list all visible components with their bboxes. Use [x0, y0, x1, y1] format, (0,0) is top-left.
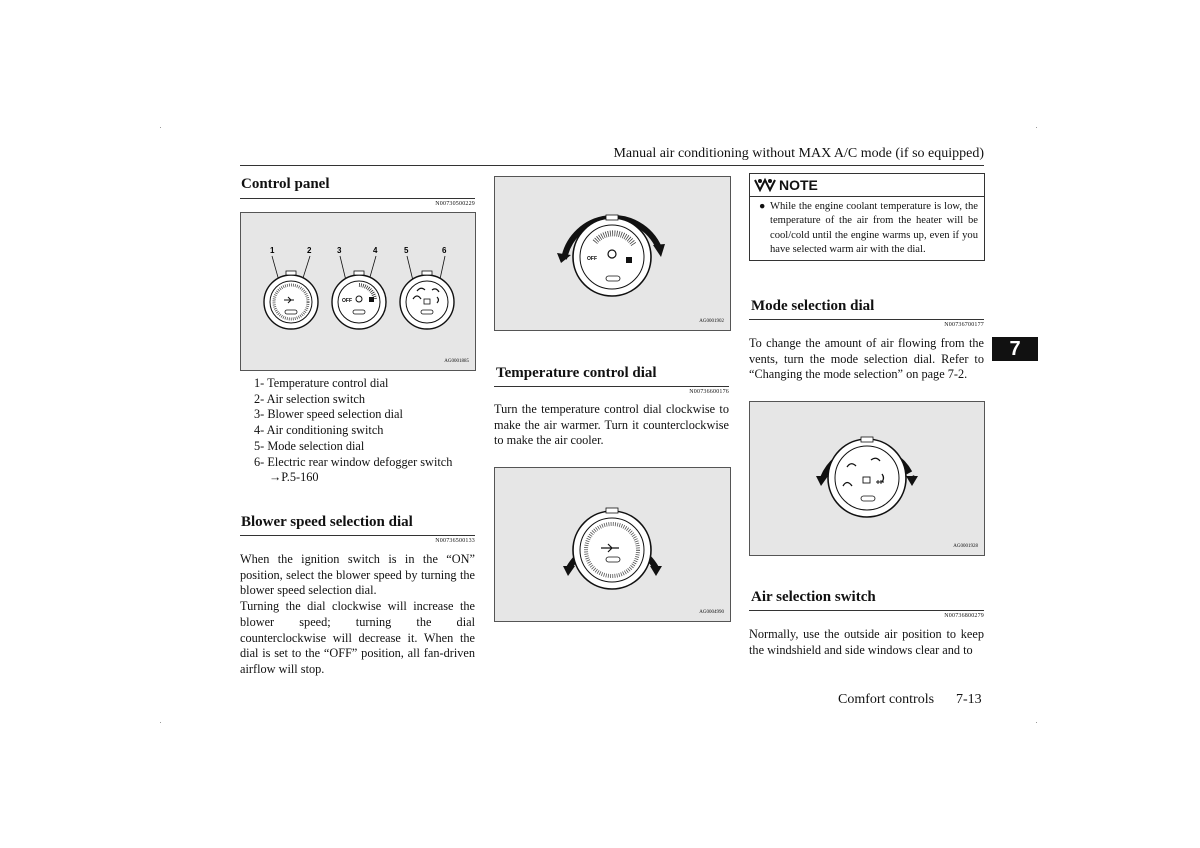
temperature-paragraph: Turn the temperature control dial clockwise to make the air warmer. Turn it counterclockwise to make the air cooler.	[494, 402, 729, 448]
note-header	[750, 174, 984, 197]
control-panel-figure	[240, 212, 476, 371]
section-rule	[494, 386, 729, 387]
arrow-left-icon	[557, 253, 571, 263]
section-rule	[240, 535, 475, 536]
callout-4: 4	[373, 246, 378, 255]
callout-1: 1	[270, 246, 275, 255]
control-panel-title: Control panel	[241, 176, 330, 192]
callout-6: 6	[442, 246, 447, 255]
arrow-right-icon	[653, 244, 665, 257]
bullet-icon: ●	[759, 201, 766, 212]
chapter-tab: 7	[992, 337, 1038, 361]
list-item: 3- Blower speed selection dial	[254, 407, 403, 422]
section-rule	[749, 319, 984, 320]
control-panel-list	[254, 376, 452, 486]
figure-code: AG0004990	[699, 610, 724, 615]
air-selection-code: N00736800279	[944, 613, 984, 619]
mode-dial-icon	[400, 271, 454, 329]
list-item: 6- Electric rear window defogger switch	[254, 454, 453, 469]
list-item: 4- Air conditioning switch	[254, 423, 384, 438]
list-item: 2- Air selection switch	[254, 391, 365, 406]
arrow-left-icon	[816, 476, 828, 486]
callout-5: 5	[404, 246, 409, 255]
note-box	[749, 173, 985, 261]
arrow-left-icon	[563, 566, 575, 576]
mode-paragraph: To change the amount of air flowing from the vents, turn the mode selection dial. Refer to “Changing the mode selection” on page 7-2.	[749, 336, 984, 382]
control-panel-illustration	[241, 213, 475, 370]
page-reference-link[interactable]: →P.5-160	[269, 470, 319, 485]
dial-off-label: OFF	[342, 298, 352, 304]
fan-icon	[626, 257, 632, 263]
blower-dial-icon	[332, 271, 386, 329]
mode-code: N00736700177	[944, 322, 984, 328]
list-item: 5- Mode selection dial	[254, 438, 365, 453]
section-rule	[749, 610, 984, 611]
footer-section: Comfort controls	[838, 692, 935, 707]
figure-code: AG0001885	[444, 359, 469, 364]
figure-code: AG0001928	[953, 544, 978, 549]
temperature-code: N00736600176	[689, 389, 729, 395]
section-rule	[240, 198, 475, 199]
off-label: OFF	[587, 256, 597, 262]
figure-code: AG0001902	[699, 319, 724, 324]
list-item: 1- Temperature control dial	[254, 376, 389, 390]
mode-dial-figure	[749, 401, 985, 556]
note-icon	[754, 177, 776, 193]
blower-title: Blower speed selection dial	[241, 514, 413, 530]
blower-paragraph: Turning the dial clockwise will increase the blower speed; turning the dial counterclockwise will decrease it. When the dial is set to the “OFF” position, all fan-driven airflow will stop.	[240, 599, 475, 676]
note-label: NOTE	[779, 177, 818, 193]
mode-title: Mode selection dial	[751, 298, 875, 314]
temperature-title: Temperature control dial	[496, 365, 657, 381]
arrow-right-icon	[906, 476, 918, 486]
temperature-dial-icon	[264, 271, 318, 329]
arrow-right-icon	[650, 566, 662, 576]
air-selection-title: Air selection switch	[751, 589, 876, 605]
note-text: While the engine coolant temperature is low, the temperature of the air from the heater will be cool/cold until the engine warms up, even if you have selected warm air with the dial.	[770, 201, 978, 255]
running-header: Manual air conditioning without MAX A/C mode (if so equipped)	[613, 146, 984, 161]
callout-2: 2	[307, 246, 312, 255]
temperature-dial-figure	[494, 467, 731, 622]
callout-3: 3	[337, 246, 342, 255]
header-rule	[240, 165, 984, 166]
page-number: 7-13	[956, 692, 982, 707]
blower-paragraph: When the ignition switch is in the “ON” position, select the blower speed by turning the blower speed selection dial.	[240, 552, 475, 598]
blower-dial-figure	[494, 176, 731, 331]
control-panel-code: N00730500229	[435, 201, 475, 207]
blower-code: N00736500133	[435, 538, 475, 544]
air-selection-paragraph: Normally, use the outside air position to keep the windshield and side windows clear and to	[749, 627, 984, 657]
